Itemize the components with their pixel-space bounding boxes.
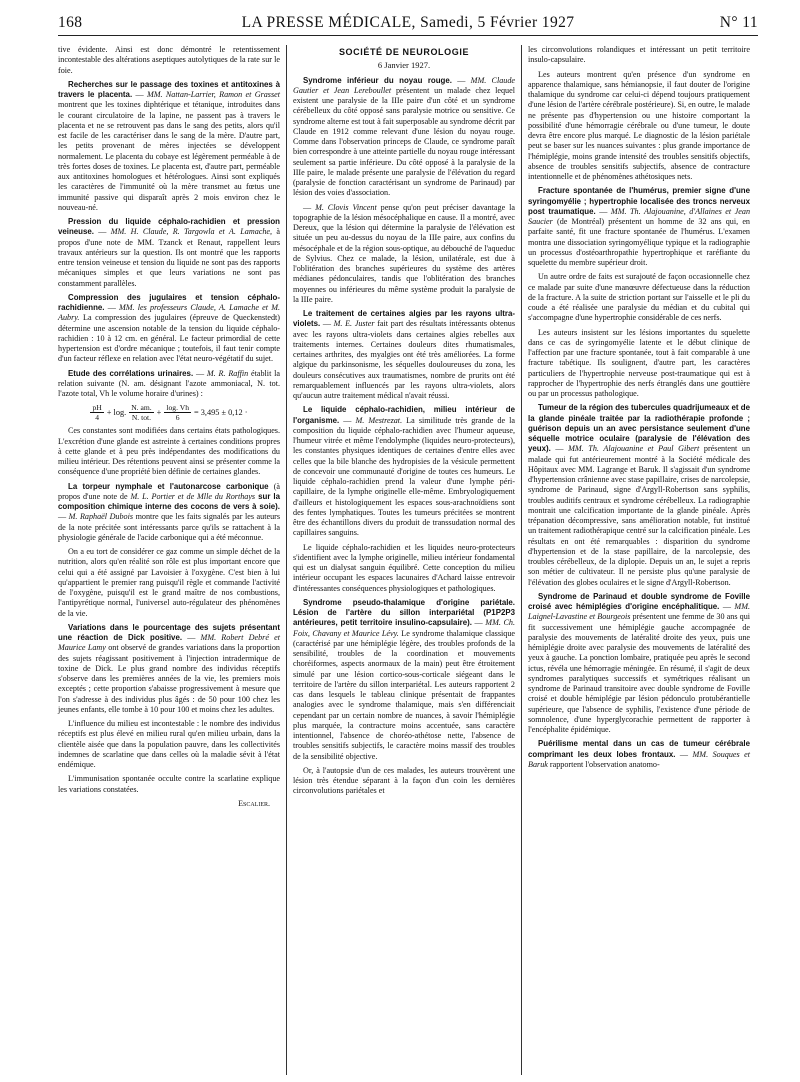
article-heading: Pression du liquide céphalo-rachidien et pression veineuse. xyxy=(58,217,280,237)
paragraph: On a eu tort de considérer ce gaz comme un simple déchet de la nutrition, alors qu'en réalité son rôle est plus important encore que celui qui a été assigné par Lavoisier à l'oxygène. C'est bien à lui qu'appartient le premier rang puisqu'il règle et commande l'activité de l'oxygène, puisqu'il est le grand maître de nos combustions, l'antipyrétique normal, l'universel auto-régulateur des phénomènes de la vie. xyxy=(58,547,280,618)
article-heading: Etude des corrélations urinaires. xyxy=(68,368,194,378)
formula-operator: + xyxy=(156,407,162,417)
article-authors: M. Clovis Vincent xyxy=(315,202,377,212)
article-text: établit la relation suivante (N. am. désignant l'azote ammoniacal, N. tot. l'azote total, Vh le volume horaire d'urines) : xyxy=(58,368,281,398)
article-heading: Syndrome inférieur du noyau rouge. xyxy=(303,75,452,85)
article-text: présentent un malade chez lequel existent une paralysie de la IIIe paire d'un côté et un syndrome cérébelleux du côté opposé sans paralysie motrice ou sensitive. Ce syndrome alterne est tout à fait superposable au syndrome décrit par Claude en 1912 comme relevant d'une lésion du noyau rouge. Comme dans l'observation princeps de Claude, ce syndrome paraît bien correspondre à une atteinte partielle du noyau rouge intéressant seulement sa partie inférieure. Du côté opposé à la paralysie de la IIIe paire, le malade présente une paralysie de l'élévation du regard (paralysie de fonction caractérisant un syndrome de Parinaud) par lésion des voies d'association. xyxy=(293,85,515,198)
page-number: 168 xyxy=(58,14,83,31)
paragraph: Le liquide céphalo-rachidien et les liquides neuro-protecteurs s'identifient avec la lymphe originelle, milieu intérieur fondamental qui est un dialysat sanguin équilibré. Cette conception du milieu intérieur occupant les espaces lacunaires d'Achard laisse entrevoir d'intéressantes conséquences physiologiques et pathologiques. xyxy=(293,542,515,593)
article: Syndrome pseudo-thalamique d'origine pariétale. Lésion de l'artère du sillon interpariétal (P1P2P3 antérieures, petit territoire insulino-capsulaire). — MM. Ch. Foix, Chavany et Maurice Lévy. Le syndrome thalamique classique (caractérisé par une hémiplégie légère, des troubles profonds de la sensibilité, troubles de la coordination et mouvements choréiformes, aspects anormaux de la main) peut être étroitement simulé par une lésion cortico-sous-corticale siégeant dans le territoire de l'artère du sillon interpariétal. Les auteurs rapportent 2 cas dans lesquels le tableau clinique présentait de frappantes analogies avec le syndrome thalamique, mais s'en différenciait cependant par un certain nombre de nuances, à savoir l'hémiplégie plus marquée, la contracture moins accentuée, sans caractère intentionnel, l'absence de choréo-athétose nette, l'absence de troubles sensitifs subjectifs, le caractère moins massif des troubles de la sensibilité objective. xyxy=(293,597,515,761)
paragraph: L'immunisation spontanée occulte contre la scarlatine explique les variations constatées. xyxy=(58,774,280,794)
article: Fracture spontanée de l'humérus, premier signe d'une syringomyélie ; hypertrophie localisée des troncs nerveux post traumatique. — MM. Th. Alajouanine, d'Allaines et Jean Saucier (de Montréal) présentent un homme de 32 ans qui, en parfaite santé, fit une fracture spontanée de l'humérus. L'examen montra une dissociation syringomyélique typique et la radiographie un processus d'ostéoarthropathie hypertrophique et raréfiante du squelette du membre supérieur droit. xyxy=(528,186,751,267)
formula-fraction: $\frac{pH}{4}$ xyxy=(92,403,102,423)
article: Syndrome de Parinaud et double syndrome de Foville croisé avec hémiplégies d'origine encéphalitique. — MM. Laignel-Lavastine et Bourgeois présentent une femme de 30 ans qui fit successivement une hémiplégie gauche accompagnée de paralysie des mouvements de latéralité droite des yeux, puis une hémiplégie droite avec paralysie des mouvements de latéralité des yeux à gauche. La ponction lombaire, pratiquée peu après le second ictus, révéla une hémorragie méningée. En résumé, il s'agit de deux syndromes paralytiques successifs et symétriques réalisant un syndrome de Parinaud transitoire avec double syndrome de Foville croisé et double hémiplégie par lésion pédonculo protubérantielle supérieure, que l'absence de syphilis, l'existence d'une période de somnolence, d'une hyperglycorachie permettent de rapporter à l'encéphalite épidémique. xyxy=(528,591,751,734)
article-authors: M. R. Raffin xyxy=(206,368,249,378)
paragraph: tive évidente. Ainsi est donc démontré le retentissement incontestable des altérations aseptiques autolytiques de la rate sur le foie. xyxy=(58,45,280,75)
article: Compression des jugulaires et tension céphalo-rachidienne. — MM. les professeurs Claude, A. Lamache et M. Aubry. La compression des jugulaires (épreuve de Queckenstedt) détermine une ascension notable de la tension du liquide céphalo-rachidien : 10 à 12 cm. en général. Le facteur primordial de cette hypertension est d'ordre mécanique ; toutefois, il faut tenir compte d'un facteur réflexe en relation avec l'état neuro-végétatif du sujet. xyxy=(58,292,280,364)
article-text: pense qu'on peut préciser davantage la topographie de la lésion mésocéphalique en cause. Il a montré, avec Dereux, que la lésion qui détermine la paralysie de l'élévation est située un peu au-dessus du noyau de la IIIe paire, aux confins du mésocéphale et de la région sous-optique, au débouché de l'aqueduc de Sylvius. Chez ce malade, la lésion, unilatérale, est due à l'oblitération des branches supérieures du système des artères médianes pédonculaires, tandis que l'oblitération des branches moyennes ou inférieures du même système produit la paralysie de la IIIe paire. xyxy=(293,202,515,304)
article-heading: sur la composition chimique interne des cocons de vers à soie). xyxy=(58,491,280,511)
formula xyxy=(58,403,280,422)
formula-fraction: $\frac{\log. Vh}{6}$ xyxy=(166,403,190,423)
article-heading: Syndrome de Parinaud et double syndrome de Foville croisé avec hémiplégies d'origine encéphalitique. xyxy=(528,591,750,611)
article-text: (à propos d'une note de xyxy=(58,481,281,501)
article: Syndrome inférieur du noyau rouge. — MM. Claude Gautier et Jean Lereboullet présentent un malade chez lequel existent une paralysie de la IIIe paire d'un côté et un syndrome cérébelleux du côté opposé sans paralysie motrice ou sensitive. Ce syndrome alterne est tout à fait superposable au syndrome décrit par Claude en 1912 comme relevant d'une lésion du noyau rouge. Comme dans l'observation princeps de Claude, ce syndrome paraît bien correspondre à une atteinte partielle du noyau rouge intéressant seulement sa partie inférieure. Du côté opposé à la paralysie de la IIIe paire, le malade présente une paralysie de l'élévation du regard (paralysie de fonction caractérisant un syndrome de Parinaud) par lésion des voies d'association. xyxy=(293,75,516,198)
article-heading: Tumeur de la région des tubercules quadrijumeaux et de la glande pinéale traitée par la radiothérapie profonde ; guérison depuis un an avec persistance seulement d'une séquelle motrice oculaire (paralysie de l'élévation des yeux). xyxy=(528,403,750,454)
article: La torpeur nymphale et l'autonarcose carbonique (à propos d'une note de M. L. Portier et de Mlle du Rorthays sur la composition chimique interne des cocons de vers à soie). — M. Raphaël Dubois montre que les faits signalés par les auteurs de la note précitée sont intéressants parce qu'ils se rattachent à la physiologie générale de l'acide carbonique qui a été méconnue. xyxy=(58,481,281,542)
article: Variations dans le pourcentage des sujets présentant une réaction de Dick positive. — MM. Robert Debré et Maurice Lamy ont observé de grandes variations dans la proportion des sujets réagissant positivement à l'injection intradermique de toxine de Dick. Le plus grand nombre des individus réceptifs s'observe dans les premières années de la vie, les premiers mois exceptés ; cette proportion s'abaisse progressivement à mesure que l'on s'adresse à des individus plus âgés : de 50 pour 100 chez les jeunes enfants, elle tombe à 10 pour 100 et moins chez les adultes. xyxy=(58,622,280,714)
article-heading: La torpeur nymphale et l'autonarcose carbonique xyxy=(68,481,269,491)
signature: Escalier. xyxy=(238,798,270,808)
article-authors: MM. Th. Alajouanine, d'Allaines et Jean Saucier xyxy=(528,206,751,226)
column-divider xyxy=(286,45,287,1075)
article-heading: Compression des jugulaires et tension céphalo-rachidienne. xyxy=(58,292,280,312)
formula-result: = 3,495 ± 0,12 · xyxy=(194,407,248,417)
article-authors: MM. Th. Alajouanine et Paul Gibert xyxy=(568,444,700,454)
article-text: montre que les faits signalés par les auteurs de la note précitée sont intéressants parce qu'ils se rattachent à la physiologie générale de l'acide carbonique qui a été méconnue. xyxy=(58,512,280,542)
article-authors: MM. Souques et Baruk xyxy=(528,749,750,769)
formula-operator: + log. xyxy=(106,407,127,417)
article: — M. Clovis Vincent pense qu'on peut préciser davantage la topographie de la lésion mésocéphalique en cause. Il a montré, avec Dereux, que la lésion qui détermine la paralysie de l'élévation est située un peu au-dessus du noyau de la IIIe paire, aux confins du mésocéphale et de la région sous-optique, au débouché de l'aqueduc de Sylvius. Chez ce malade, la lésion, unilatérale, est due à l'oblitération des branches supérieures du système des artères médianes pédonculaires, tandis que l'oblitération des branches moyennes ou inférieures du même système produit la paralysie de la IIIe paire. xyxy=(293,202,515,304)
article: Tumeur de la région des tubercules quadrijumeaux et de la glande pinéale traitée par la radiothérapie profonde ; guérison depuis un an avec persistance seulement d'une séquelle motrice oculaire (paralysie de l'élévation des yeux). — MM. Th. Alajouanine et Paul Gibert présentent un malade qui fut antérieurement montré à la Société médicale des Hôpitaux avec MM. Lagrange et Baruk. Il s'agissait d'un syndrome d'hypertension crânienne avec stase papillaire, crises de narcolepsie, syndrome de Parinaud, signe d'Argyll-Robertson sans syphilis, troubles auditifs centraux et syndrome cérébelleux. La radiographie montrait une calcification importante de la glande pinéale. Après trépanation décompressive, sans amélioration notable, fut institué un traitement radiothérapique centré sur la calcification pinéale. Les résultats en ont été remarquables : disparition du syndrome d'hypertension et de la stase papillaire, de la narcolepsie, des troubles cérébelleux, de la diplopie. Depuis un an, le sujet a repris son métier de cultivateur. Il ne persiste plus qu'une paralysie de l'élévation des globes oculaires et le signe d'Argyll-Robertson. xyxy=(528,403,751,587)
column-2 xyxy=(293,45,515,801)
issue-number: N° 11 xyxy=(719,14,758,31)
paragraph: Les auteurs montrent qu'en présence d'un syndrome en apparence thalamique, sans hémianopsie, il faut douter de l'origine thalamique du syndrome car celui-ci dépend toujours pratiquement d'une lésion de l'artère cérébrale postérieure). Si, en outre, le malade ne présente pas d'hypertension ou une histoire comportant la possibilité d'une hémorragie cérébrale ou d'une tumeur, le doute devra être encore plus marqué. Le diagnostic de la lésion pariétale peut se baser sur les nuances suivantes : plus grande importance de l'hémiplégie, moins grande intensité des troubles sensitifs objectifs, absence de troubles sensitifs subjectifs, absence de contracture intentionnelle et de phénomènes athétosiques nets. xyxy=(528,69,750,181)
formula-fraction: $\frac{N. am.}{\text{N. tot.}}$ xyxy=(131,403,152,423)
paragraph: Les auteurs insistent sur les lésions importantes du squelette dans ce cas de syringomyélie latente et le début clinique de l'affection par une fracture spontanée, tout à fait comparable à une fracture tabétique. Ils soulignent, d'autre part, les caractères particuliers de l'hypertrophie nerveuse post-traumatique qui est à rapprocher de l'hypertrophie des nerfs étranglés dans une gouttière ou par un processus pathologique. xyxy=(528,327,750,398)
article-authors: MM. Laignel-Lavastine et Bourgeois xyxy=(528,602,750,622)
article-heading: Variations dans le pourcentage des sujets présentant une réaction de Dick positive. xyxy=(58,622,280,642)
article-text: présentent un malade qui fut antérieurement montré à la Société médicale des Hôpitaux avec MM. Lagrange et Baruk. Il s'agissait d'un syndrome d'hypertension crânienne avec stase papillaire, crises de narcolepsie, syndrome de Parinaud, signe d'Argyll-Robertson sans syphilis, troubles auditifs centraux et syndrome cérébelleux. La radiographie montrait une calcification importante de la glande pinéale. Après trépanation décompressive, sans amélioration notable, fut institué un traitement radiothérapique centré sur la calcification pinéale. Les résultats en ont été remarquables : disparition du syndrome d'hypertension et de la stase papillaire, de la narcolepsie, des troubles cérébelleux, de la diplopie. Depuis un an, le sujet a repris son métier de cultivateur. Il ne persiste plus qu'une paralysie de l'élévation des globes oculaires et le signe d'Argyll-Robertson. xyxy=(528,444,751,587)
paragraph: Ces constantes sont modifiées dans certains états pathologiques. L'excrétion d'une glande est astreinte à certaines conditions propres à cette glande et à peu près indépendantes des modifications du milieu intérieur. Des rétentions peuvent ainsi se présenter comme la conséquence d'une propriété bien définie de certaines glandes. xyxy=(58,426,280,477)
article-heading: Fracture spontanée de l'humérus, premier signe d'une syringomyélie ; hypertrophie localisée des troncs nerveux post traumatique. xyxy=(528,186,750,216)
article-authors: M. L. Portier et de Mlle du Rorthays xyxy=(130,491,256,501)
article: Etude des corrélations urinaires. — M. R. Raffin établit la relation suivante (N. am. désignant l'azote ammoniacal, N. tot. l'azote total, Vh le volume horaire d'urines) : xyxy=(58,368,281,398)
column-divider xyxy=(521,45,522,1075)
article-heading: Recherches sur le passage des toxines et antitoxines à travers le placenta. xyxy=(58,79,280,99)
article-text: présentent une femme de 30 ans qui fit successivement une hémiplégie gauche accompagnée de paralysie des mouvements de latéralité droite des yeux, puis une hémiplégie droite avec paralysie des mouvements de latéralité des yeux à gauche. La ponction lombaire, pratiquée peu après le second ictus, révéla une hémorragie méningée. En résumé, il s'agit de deux syndromes paralytiques successifs et symétriques réalisant un syndrome de Parinaud transitoire avec double syndrome de Foville croisé et double hémiplégie par lésion pédonculo protubérantielle supérieure, que l'absence de syphilis, l'existence d'une période de somnolence, d'une hyperglycorachie permettent de rapporter à l'encéphalite épidémique. xyxy=(528,612,751,734)
header-rule xyxy=(58,35,758,36)
article-text: La similitude très grande de la composition du liquide céphalo-rachidien avec l'humeur aqueuse, l'humeur vitrée et même l'endolymphe (liquides neuro-protecteurs), les constantes physiques identiques de certaines d'entre elles avec celles que la bile blanche des hydropisies de la vésicule permettent de concevoir une communauté d'origine de toutes ces humeurs. Le liquide céphalo-rachidien prend la valeur d'une lymphe péri-capillaire, de la lymphe originelle elle-même. Embryologiquement d'ailleurs et histologiquement les espaces sous-arachnoïdiens sont des fentes lymphatiques. Toutes les tumeurs précitées se montrent être des échantillons divers du produit de transsudation normal des capillaires sanguins. xyxy=(293,415,515,538)
column-1 xyxy=(58,45,280,809)
article-authors: MM. Ch. Foix, Chavany et Maurice Lévy. xyxy=(293,618,515,638)
article: Puérilisme mental dans un cas de tumeur cérébrale comprimant les deux lobes frontaux. — MM. Souques et Baruk rapportent l'observation anatomo- xyxy=(528,739,750,769)
paragraph: Un autre ordre de faits est surajouté de façon occasionnelle chez ce malade par suite d'une manœuvre défectueuse dans la réduction de la fracture. A la suite de striction portant sur l'aisselle et le pli du coude a été réalisée une paralysie du médian et du cubital qui s'accompagne d'une hypertrophie considérable de ces nerfs. xyxy=(528,272,750,323)
section-title: SOCIÉTÉ DE NEUROLOGIE xyxy=(338,47,470,57)
article-text: montrent que les toxines diphtérique et tétanique, introduites dans le courant circulatoire de la lapine, ne passent pas à travers le placenta et ne se retrouvent pas dans le sang des petits, alors qu'il est facile de les caractériser dans le sang de la mère. D'autre part, les petits provenant de mères injectées se développent normalement. Le placenta du cobaye est légèrement perméable à de très fortes doses de toxines. Le placenta est, d'autre part, perméable aux antitoxines homologues et hétérologues. Ainsi sont expliqués les caractères de l'immunité où la mère transmet au fœtus une immunité passive qui disparaît après 2 mois environ chez le nouveau-né. xyxy=(58,100,280,212)
paragraph: les circonvolutions rolandiques et intéressant un petit territoire insulo-capsulaire. xyxy=(528,45,750,65)
article-authors: MM. H. Claude, R. Targowla et A. Lamache, xyxy=(110,227,273,237)
article-heading: Le liquide céphalo-rachidien, milieu intérieur de l'organisme. xyxy=(293,405,515,425)
page-header xyxy=(58,14,758,34)
section-date: 6 Janvier 1927. xyxy=(377,60,431,71)
paragraph: Or, à l'autopsie d'un de ces malades, les auteurs trouvèrent une lésion très étendue séparant à la façon d'un coin les dernières circonvolutions pariétales et xyxy=(293,765,515,796)
article-authors: M. E. Juster xyxy=(333,319,375,329)
article: Recherches sur le passage des toxines et antitoxines à travers le placenta. — MM. Nattan-Larrier, Ramon et Grasset montrent que les toxines diphtérique et tétanique, introduites dans le courant circulatoire de la lapine, ne passent pas à travers le placenta et ne se retrouvent pas dans le sang des petits, alors qu'il est facile de les caractériser dans le sang de la mère. D'autre part, les petits provenant de mères injectées se développent normalement. Le placenta du cobaye est légèrement perméable à de très fortes doses de toxines. Le placenta est, d'autre part, perméable aux antitoxines homologues et hétérologues. Ainsi sont expliqués les caractères de l'immunité où la mère transmet au fœtus une immunité passive qui disparaît après 2 mois environ chez le nouveau-né. xyxy=(58,79,280,212)
article-authors: MM. les professeurs Claude, A. Lamache et M. Aubry. xyxy=(58,303,280,323)
article-text: (de Montréal) présentent un homme de 32 ans qui, en parfaite santé, fit une fracture spontanée de l'humérus. L'examen montra une dissociation syringomyélique typique et la radiographie un processus d'ostéoarthropathie hypertrophique et raréfiante du squelette du membre supérieur droit. xyxy=(528,217,750,267)
article: Le traitement de certaines algies par les rayons ultra-violets. — M. E. Juster fait part des résultats intéressants obtenus avec les rayons ultra-violets dans certaines algies rebelles aux traitements internes. Certaines douleurs dites rhumatismales, certaines arthrites, des myalgies ont été très améliorées. La forme algique du parkinsonisme, les séquelles douloureuses du zona, les douleurs consécutives aux traumatismes, nombre de prurits ont été remarquablement influencés par les rayons ultra-violets, alors qu'aucun autre traitement médical n'avait réussi. xyxy=(293,309,515,400)
column-3 xyxy=(528,45,750,774)
article-text: fait part des résultats intéressants obtenus avec les rayons ultra-violets dans certaines algies rebelles aux traitements internes. Certaines douleurs dites rhumatismales, certaines arthrites, des myalgies ont été très améliorées. La forme algique du parkinsonisme, les séquelles douloureuses du zona, les douleurs consécutives aux traumatismes, nombre de prurits ont été remarquablement influencés par les rayons ultra-violets, alors qu'aucun autre traitement médical n'avait réussi. xyxy=(293,319,515,400)
article-authors: M. Raphaël Dubois xyxy=(68,512,134,522)
article-heading: Le traitement de certaines algies par les rayons ultra-violets. xyxy=(293,309,515,329)
article-text: rapportent l'observation anatomo- xyxy=(547,759,660,769)
article-authors: MM. Robert Debré et Maurice Lamy xyxy=(58,633,280,653)
paragraph: L'influence du milieu est incontestable : le nombre des individus réceptifs est plus élevé en milieu rural qu'en milieu urbain, dans la clientèle aisée que dans la population pauvre, dans les collectivités indemnes de scarlatine que dans celles où la maladie sévit à l'état endémique. xyxy=(58,719,280,769)
article-text: à propos d'une note de MM. Tzanck et Renaut, rappellent leurs travaux antérieurs sur la question. Ils ont montré que les rapports entre tension veineuse et tension du liquide ne sont pas des rapports mécaniques simples et que leurs variations ne sont pas constamment parallèles. xyxy=(58,227,281,288)
article-heading: Puérilisme mental dans un cas de tumeur cérébrale comprimant les deux lobes frontaux. xyxy=(528,739,750,759)
article-text: Le syndrome thalamique classique (caractérisé par une hémiplégie légère, des troubles profonds de la sensibilité, troubles de la coordination et mouvements choréiformes, aspects anormaux de la main) peut être étroitement simulé par une lésion cortico-sous-corticale siégeant dans le territoire de l'artère du sillon interpariétal. Les auteurs rapportent 2 cas dans lesquels le tableau clinique présentait de frappantes analogies avec le syndrome thalamique, mais s'en différenciait cependant par un certain nombre de nuances, à savoir l'hémiplégie plus marquée, la contracture moins accentuée, sans caractère intentionnel, l'absence de choréo-athétose nette, l'absence de troubles sensitifs subjectifs, le caractère moins massif des troubles de la sensibilité objective. xyxy=(293,628,515,761)
article-authors: MM. Claude Gautier et Jean Lereboullet xyxy=(293,75,516,95)
article-text: La compression des jugulaires (épreuve de Queckenstedt) détermine une ascension notable de la tension du liquide céphalo-rachidien : 10 à 12 cm. en général. Le facteur primordial de cette hypertension est d'ordre mécanique ; toutefois, il faut tenir compte d'un facteur réflexe en relation avec l'état neuro-végétatif du sujet. xyxy=(58,313,280,364)
journal-title: LA PRESSE MÉDICALE, Samedi, 5 Février 1927 xyxy=(241,14,575,31)
article-authors: M. Mestrezat. xyxy=(355,415,403,425)
article: Pression du liquide céphalo-rachidien et pression veineuse. — MM. H. Claude, R. Targowla et A. Lamache, à propos d'une note de MM. Tzanck et Renaut, rappellent leurs travaux antérieurs sur la question. Ils ont montré que les rapports entre tension veineuse et tension du liquide ne sont pas des rapports mécaniques simples et que leurs variations ne sont pas constamment parallèles. xyxy=(58,217,281,288)
article: Le liquide céphalo-rachidien, milieu intérieur de l'organisme. — M. Mestrezat. La similitude très grande de la composition du liquide céphalo-rachidien avec l'humeur aqueuse, l'humeur vitrée et même l'endolymphe (liquides neuro-protecteurs), les constantes physiques identiques de certaines d'entre elles avec celles que la bile blanche des hydropisies de la vésicule permettent de concevoir une communauté d'origine de toutes ces humeurs. Le liquide céphalo-rachidien prend la valeur d'une lymphe péri-capillaire, de la lymphe originelle elle-même. Embryologiquement d'ailleurs et histologiquement les espaces sous-arachnoïdiens sont des fentes lymphatiques. Toutes les tumeurs précitées se montrent être des échantillons divers du produit de transsudation normal des capillaires sanguins. xyxy=(293,405,515,538)
article-authors: MM. Nattan-Larrier, Ramon et Grasset xyxy=(146,90,280,99)
article-heading: Syndrome pseudo-thalamique d'origine pariétale. Lésion de l'artère du sillon interpariétal (P1P2P3 antérieures, petit territoire insulino-capsulaire). xyxy=(293,597,515,628)
article-text: ont observé de grandes variations dans la proportion des sujets réagissant positivement à l'injection intradermique de toxine de Dick. Le plus grand nombre des individus réceptifs s'observe dans les premières années de la vie, les premiers mois exceptés ; cette proportion s'abaisse progressivement à mesure que l'on s'adresse à des individus plus âgés : de 50 pour 100 chez les jeunes enfants, elle tombe à 10 pour 100 et moins chez les adultes. xyxy=(58,643,280,714)
